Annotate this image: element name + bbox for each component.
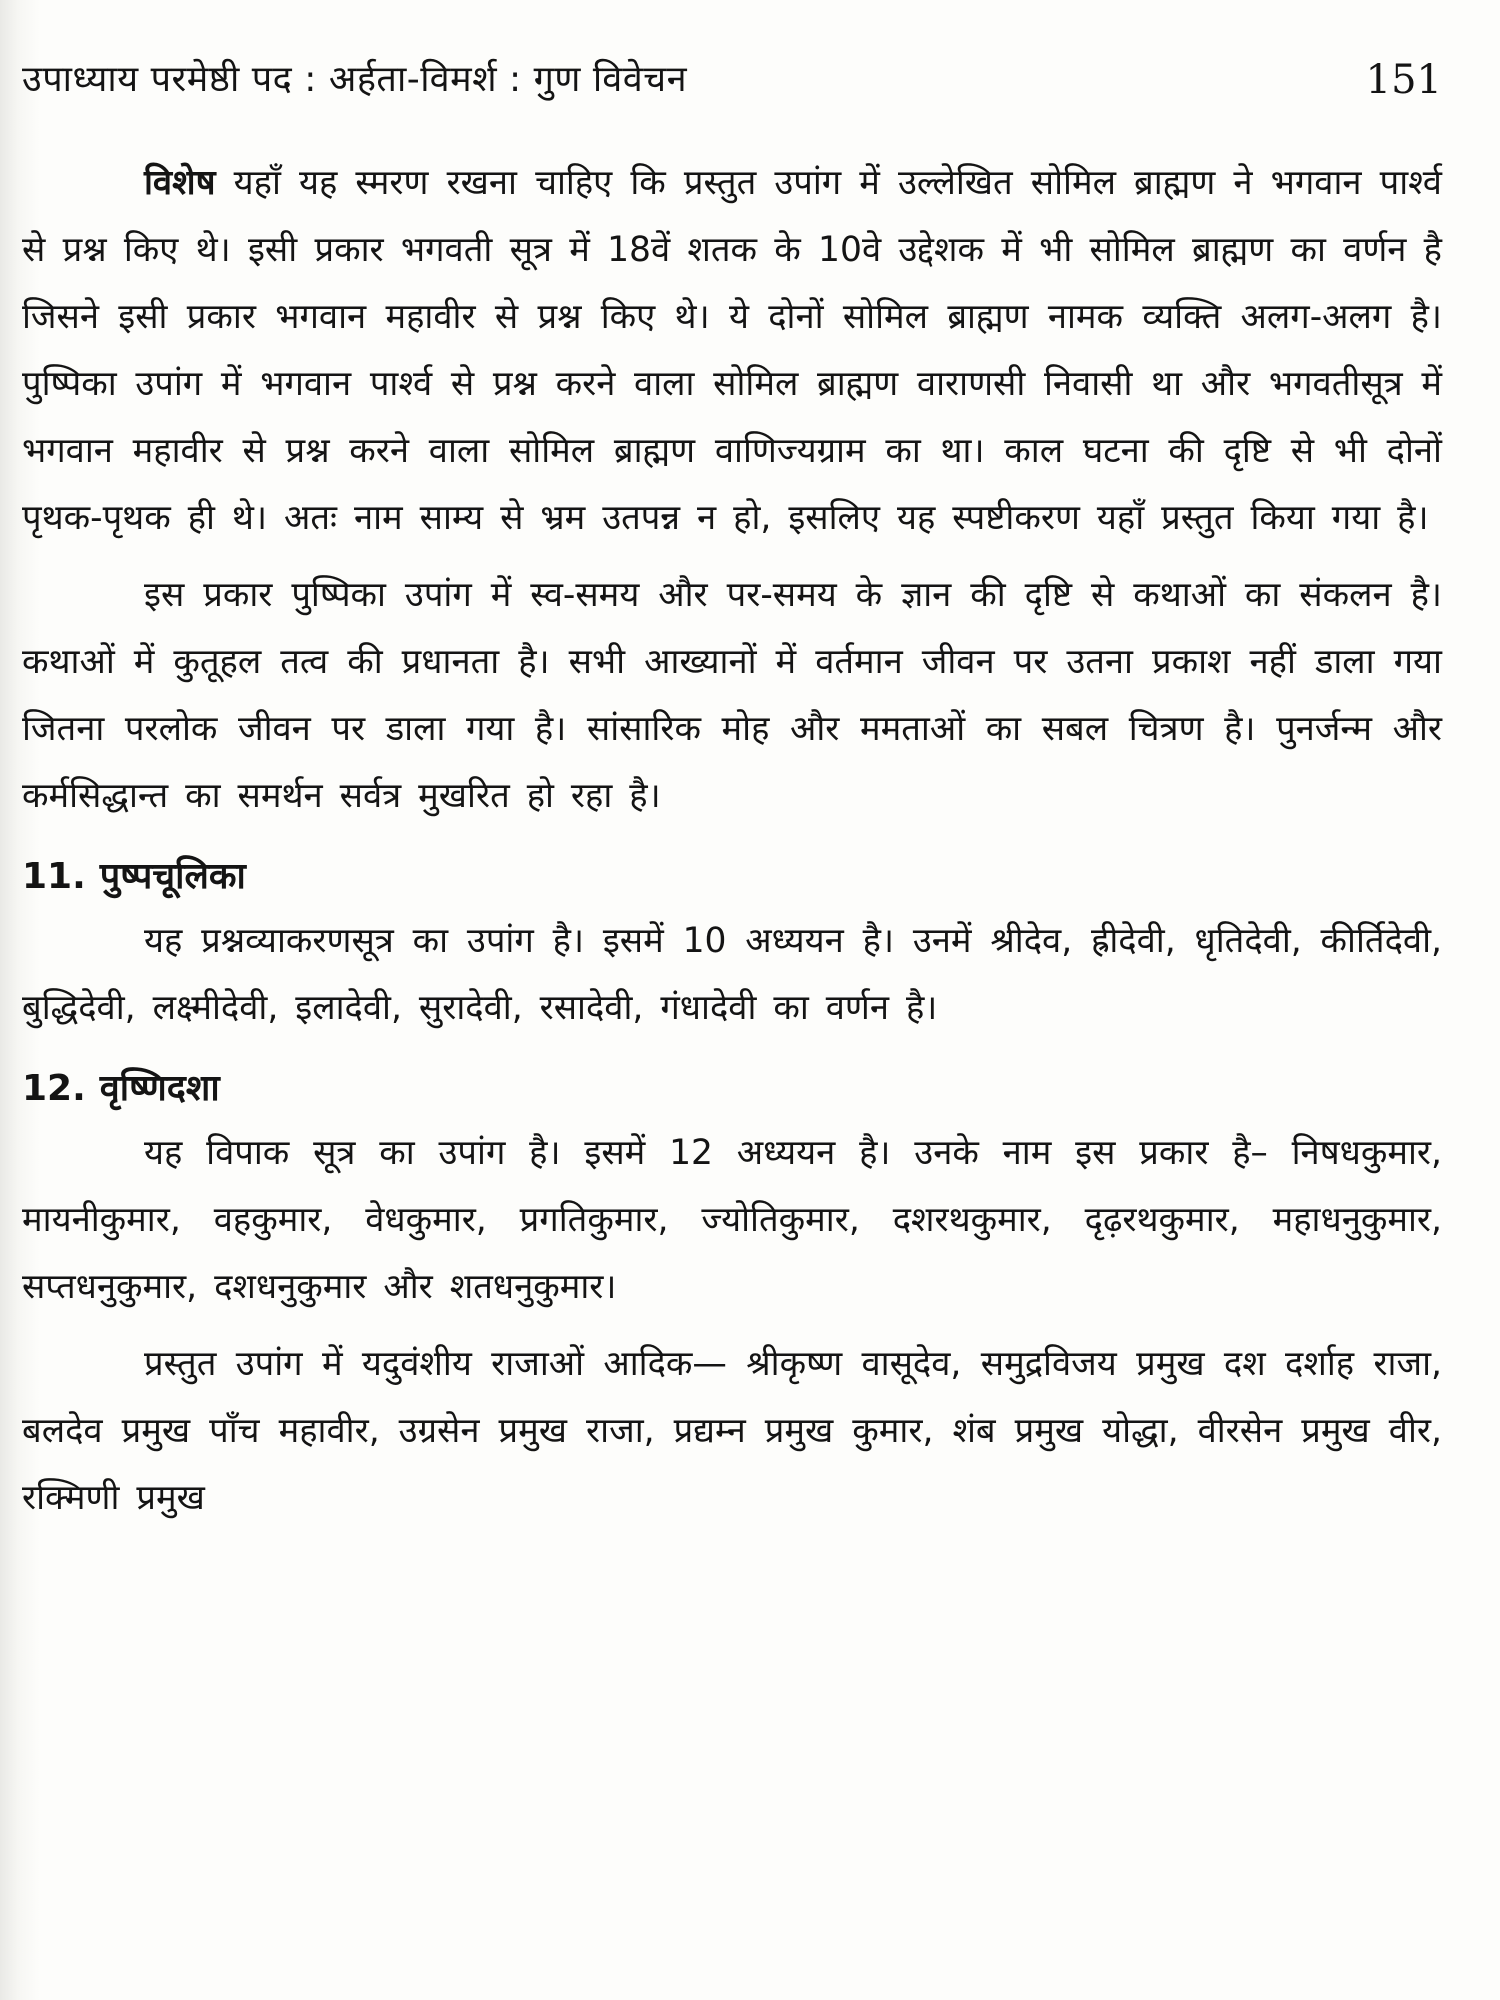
page-header xyxy=(22,52,1442,108)
running-head: उपाध्याय परमेष्ठी पद : अर्हता-विमर्श : गुण विवेचन xyxy=(22,59,688,100)
section-number: 12. xyxy=(22,1068,86,1109)
summary-paragraph: इस प्रकार पुष्पिका उपांग में स्व-समय और पर-समय के ज्ञान की दृष्टि से कथाओं का संकलन है। कथाओं में कुतूहल तत्व की प्रधानता है। सभी आख्यानों में वर्तमान जीवन पर उतना प्रकाश नहीं डाला गया जितना परलोक जीवन पर डाला गया है। सांसारिक मोह और ममताओं का सबल चित्रण है। पुनर्जन्म और कर्मसिद्धान्त का समर्थन सर्वत्र मुखरित हो रहा है। xyxy=(22,575,1442,816)
note-lead-word: विशेष xyxy=(144,163,216,203)
page-number: 151 xyxy=(1365,57,1442,103)
section-heading-11 xyxy=(22,846,1442,908)
section-title: पुष्पचूलिका xyxy=(99,856,246,897)
section-title: वृष्णिदशा xyxy=(99,1068,220,1109)
page-body xyxy=(22,150,1442,1532)
note-paragraph xyxy=(22,150,1442,552)
note-text: यहाँ यह स्मरण रखना चाहिए कि प्रस्तुत उपांग में उल्लेखित सोमिल ब्राह्मण ने भगवान पार्श्व से प्रश्न किए थे। इसी प्रकार भगवती सूत्र में 18वें शतक के 10वे उद्देशक में भी सोमिल ब्राह्मण का वर्णन है जिसने इसी प्रकार भगवान महावीर से प्रश्न किए थे। ये दोनों सोमिल ब्राह्मण नामक व्यक्ति अलग-अलग है। पुष्पिका उपांग में भगवान पार्श्व से प्रश्न करने वाला सोमिल ब्राह्मण वाराणसी निवासी था और भगवतीसूत्र में भगवान महावीर से प्रश्न करने वाला सोमिल ब्राह्मण वाणिज्यग्राम का था। काल घटना की दृष्टि से भी दोनों पृथक-पृथक ही थे। अतः नाम साम्य से भ्रम उतपन्न न हो, इसलिए यह स्पष्टीकरण यहाँ प्रस्तुत किया गया है। xyxy=(22,163,1442,538)
section-12-paragraph: यह विपाक सूत्र का उपांग है। इसमें 12 अध्ययन है। उनके नाम इस प्रकार है– निषधकुमार, मायनीकुमार, वहकुमार, वेधकुमार, प्रगतिकुमार, ज्योतिकुमार, दशरथकुमार, दृढ़रथकुमार, महाधनुकुमार, सप्तधनुकुमार, दशधनुकुमार और शतधनुकुमार। xyxy=(22,1133,1442,1307)
section-number: 11. xyxy=(22,856,86,897)
section-heading-12 xyxy=(22,1058,1442,1120)
section-12-paragraph: प्रस्तुत उपांग में यदुवंशीय राजाओं आदिक— श्रीकृष्ण वासूदेव, समुद्रविजय प्रमुख दश दर्शाह राजा, बलदेव प्रमुख पाँच महावीर, उग्रसेन प्रमुख राजा, प्रद्यम्न प्रमुख कुमार, शंब प्रमुख योद्धा, वीरसेन प्रमुख वीर, रक्मिणी प्रमुख xyxy=(22,1344,1442,1518)
section-11-paragraph: यह प्रश्नव्याकरणसूत्र का उपांग है। इसमें 10 अध्ययन है। उनमें श्रीदेव, ह्रीदेवी, धृतिदेवी, कीर्तिदेवी, बुद्धिदेवी, लक्ष्मीदेवी, इलादेवी, सुरादेवी, रसादेवी, गंधादेवी का वर्णन है। xyxy=(22,921,1442,1028)
